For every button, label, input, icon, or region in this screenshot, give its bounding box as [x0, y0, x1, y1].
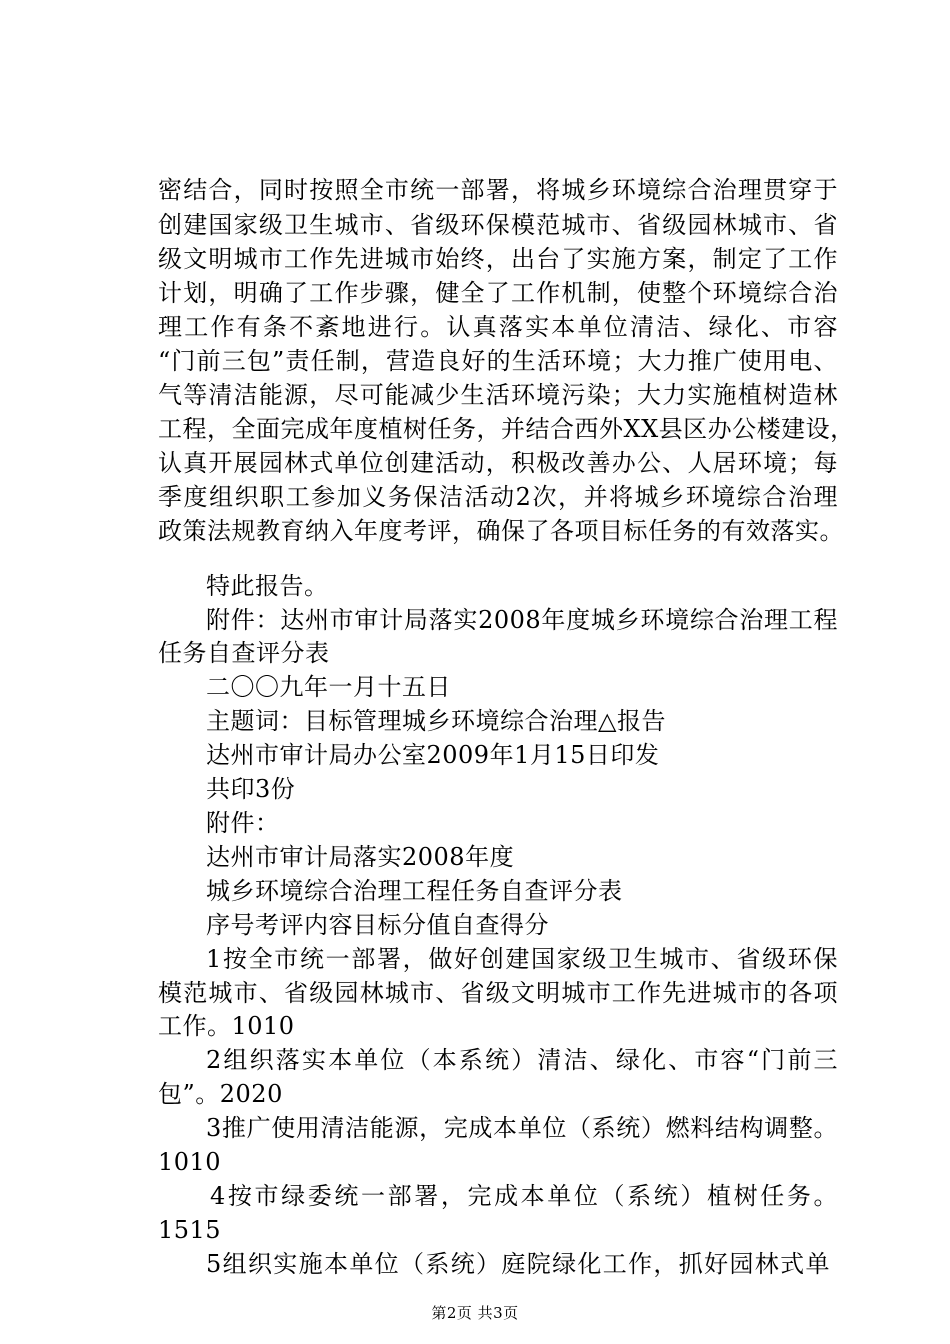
copies-line: 共印3份: [206, 775, 296, 803]
keywords: 主题词：目标管理城乡环境综合治理△报告: [206, 707, 666, 735]
attachment-label: 附件：: [206, 809, 280, 837]
score-item-4-cont: 1515: [158, 1216, 222, 1244]
body-line: 工程，全面完成年度植树任务，并结合西外XX县区办公楼建设，: [158, 415, 855, 443]
score-item-3-cont: 1010: [158, 1148, 222, 1176]
score-item-5: 5组织实施本单位（系统）庭院绿化工作，抓好园林式单: [206, 1250, 830, 1278]
table-header: 序号考评内容目标分值自查得分: [206, 911, 549, 939]
attachment-note: 附件：达州市审计局落实2008年度城乡环境综合治理工程: [206, 606, 838, 634]
body-line: 计划，明确了工作步骤，健全了工作机制，使整个环境综合治: [158, 279, 838, 307]
body-line: 政策法规教育纳入年度考评，确保了各项目标任务的有效落实。: [158, 517, 844, 545]
issuer-line: 达州市审计局办公室2009年1月15日印发: [206, 741, 660, 769]
score-item-2: 2组织落实本单位（本系统）清洁、绿化、市容“门前三: [206, 1046, 838, 1074]
body-line: “门前三包”责任制，营造良好的生活环境；大力推广使用电、: [158, 347, 838, 375]
issue-date: 二〇〇九年一月十五日: [206, 673, 451, 701]
score-item-4: 4按市绿委统一部署，完成本单位（系统）植树任务。: [210, 1182, 838, 1210]
score-item-1-cont: 模范城市、省级园林城市、省级文明城市工作先进城市的各项: [158, 979, 838, 1007]
table-title: 达州市审计局落实2008年度: [206, 843, 515, 871]
body-line: 级文明城市工作先进城市始终，出台了实施方案，制定了工作: [158, 245, 838, 273]
score-item-2-cont: 包”。2020: [158, 1080, 283, 1108]
body-line: 密结合，同时按照全市统一部署，将城乡环境综合治理贯穿于: [158, 176, 838, 204]
body-line: 理工作有条不紊地进行。认真落实本单位清洁、绿化、市容: [158, 313, 838, 341]
closing-text: 特此报告。: [206, 572, 329, 600]
score-item-1: 1按全市统一部署，做好创建国家级卫生城市、省级环保: [206, 945, 838, 973]
body-line: 季度组织职工参加义务保洁活动2次，并将城乡环境综合治理: [158, 483, 838, 511]
score-item-1-cont: 工作。1010: [158, 1012, 295, 1040]
score-item-3: 3推广使用清洁能源，完成本单位（系统）燃料结构调整。: [206, 1114, 838, 1142]
attachment-note-cont: 任务自查评分表: [158, 639, 330, 667]
body-line: 创建国家级卫生城市、省级环保模范城市、省级园林城市、省: [158, 211, 838, 239]
table-title: 城乡环境综合治理工程任务自查评分表: [206, 877, 623, 905]
body-line: 气等清洁能源，尽可能减少生活环境污染；大力实施植树造林: [158, 381, 838, 409]
page-footer: 第2页 共3页: [431, 1304, 519, 1322]
body-line: 认真开展园林式单位创建活动，积极改善办公、人居环境；每: [158, 449, 838, 477]
